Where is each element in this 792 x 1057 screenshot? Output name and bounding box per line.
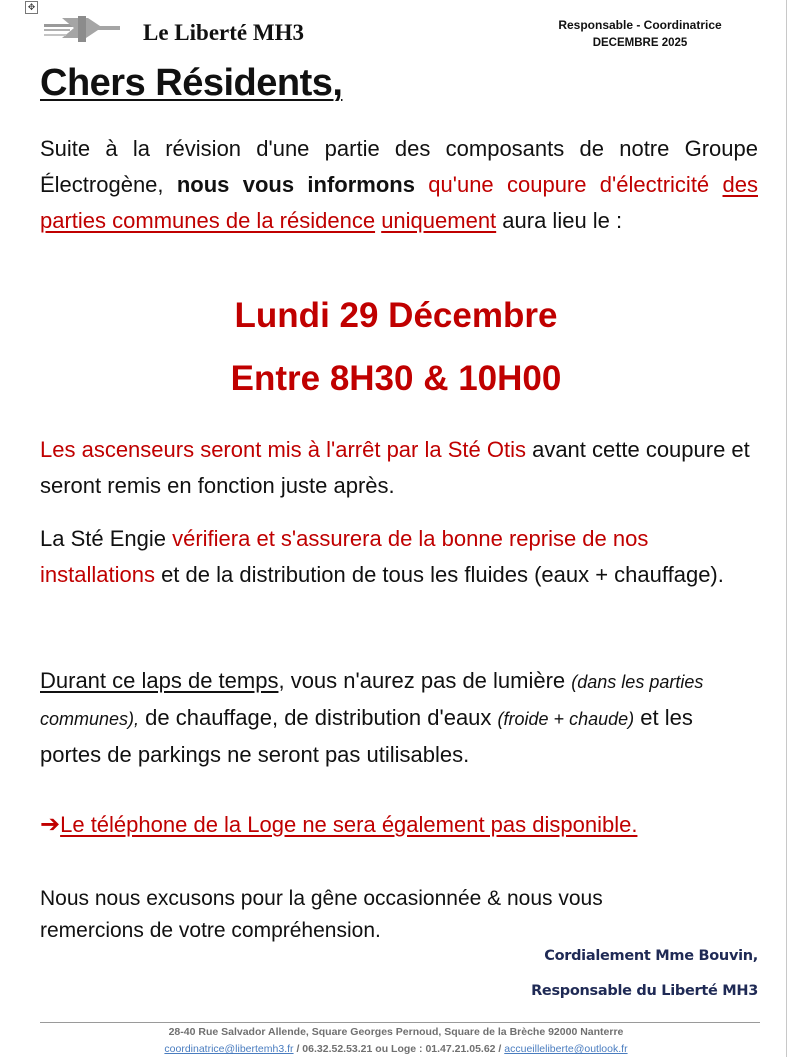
during-time: Durant ce laps de temps: [40, 668, 279, 693]
elevators-rest: avant cette coupure et seront remis en fonction juste après.: [40, 437, 750, 498]
table-move-handle-icon[interactable]: ✥: [25, 1, 38, 14]
intro-common-areas: des parties communes de la résidence: [40, 172, 758, 233]
during-paragraph: Durant ce laps de temps, vous n'aurez pas de lumière (dans les parties communes), de chauffage, de distribution d'eaux (froide + chaude) et les portes de parkings ne seront pas utilisables.: [40, 668, 704, 767]
header-date: DECEMBRE 2025: [592, 37, 688, 49]
page-edge-divider: [786, 0, 787, 1057]
outage-time: Entre 8H30 & 10H00: [230, 359, 562, 398]
header-role: Responsable - Coordinatrice: [558, 18, 722, 32]
signature-title: Responsable du Liberté MH3: [531, 983, 758, 999]
intro-only: uniquement: [381, 208, 497, 233]
during-parking: les portes de parkings ne seront pas utilisables.: [40, 705, 693, 767]
arrow-right-icon: ➔: [40, 811, 61, 838]
engie-paragraph: La Sté Engie vérifiera et s'assurera de la bonne reprise de nos installations et de la distribution de tous les fluides (eaux + chauffage).: [40, 526, 724, 587]
engie-distribution: de la distribution de tous les fluides: [185, 562, 528, 587]
phone-text: Le téléphone de la Loge ne sera également pas disponible.: [60, 812, 638, 837]
greeting-heading: Chers Résidents,: [40, 62, 343, 104]
engie-intro: La Sté Engie: [40, 526, 173, 551]
document-title: Le Liberté MH3: [143, 20, 304, 45]
intro-inform: nous vous informons: [163, 172, 429, 197]
engie-check: vérifiera et s'assurera de la bonne reprise de nos installations: [40, 526, 649, 587]
closing-paragraph: Nous nous excusons pour la gêne occasionnée & nous vous remercions de votre compréhension.: [40, 887, 603, 942]
elevators-paragraph: [40, 432, 758, 504]
footer-contacts: [0, 1043, 792, 1055]
footer-divider: [40, 1022, 760, 1023]
elevators-otis: Les ascenseurs seront mis à l'arrêt par la Sté Otis: [40, 437, 526, 462]
intro-paragraph: [40, 131, 758, 239]
coordinator-email-link[interactable]: coordinatrice@libertemh3.fr: [164, 1043, 294, 1055]
during-water-type: (froide + chaude): [497, 709, 635, 729]
outage-date: Lundi 29 Décembre: [234, 296, 558, 335]
intro-text-end: aura lieu le :: [496, 208, 623, 233]
footer-phones: / 06.32.52.53.21 ou Loge : 01.47.21.05.62 /: [293, 1043, 505, 1055]
during-no-light: , vous n'aurez pas de lumière: [278, 668, 572, 693]
intro-outage: qu'une coupure d'électricité: [428, 172, 710, 197]
reception-email-link[interactable]: accueilleliberte@outlook.fr: [504, 1043, 628, 1055]
intro-generator: Groupe Électrogène,: [40, 136, 758, 197]
intro-text-1: Suite à la révision d'une partie des composants de notre: [40, 136, 685, 161]
phone-notice: [40, 807, 758, 843]
footer-address: 28-40 Rue Salvador Allende, Square Georges Pernoud, Square de la Brèche 92000 Nanterre: [168, 1026, 624, 1038]
during-common-parts: (dans les parties communes),: [40, 672, 704, 729]
residence-logo: [42, 12, 122, 46]
signature-greeting: Cordialement Mme Bouvin,: [544, 948, 758, 964]
during-heating: de chauffage, de distribution d'eaux: [139, 705, 498, 730]
engie-fluids: (eaux + chauffage).: [527, 562, 724, 587]
